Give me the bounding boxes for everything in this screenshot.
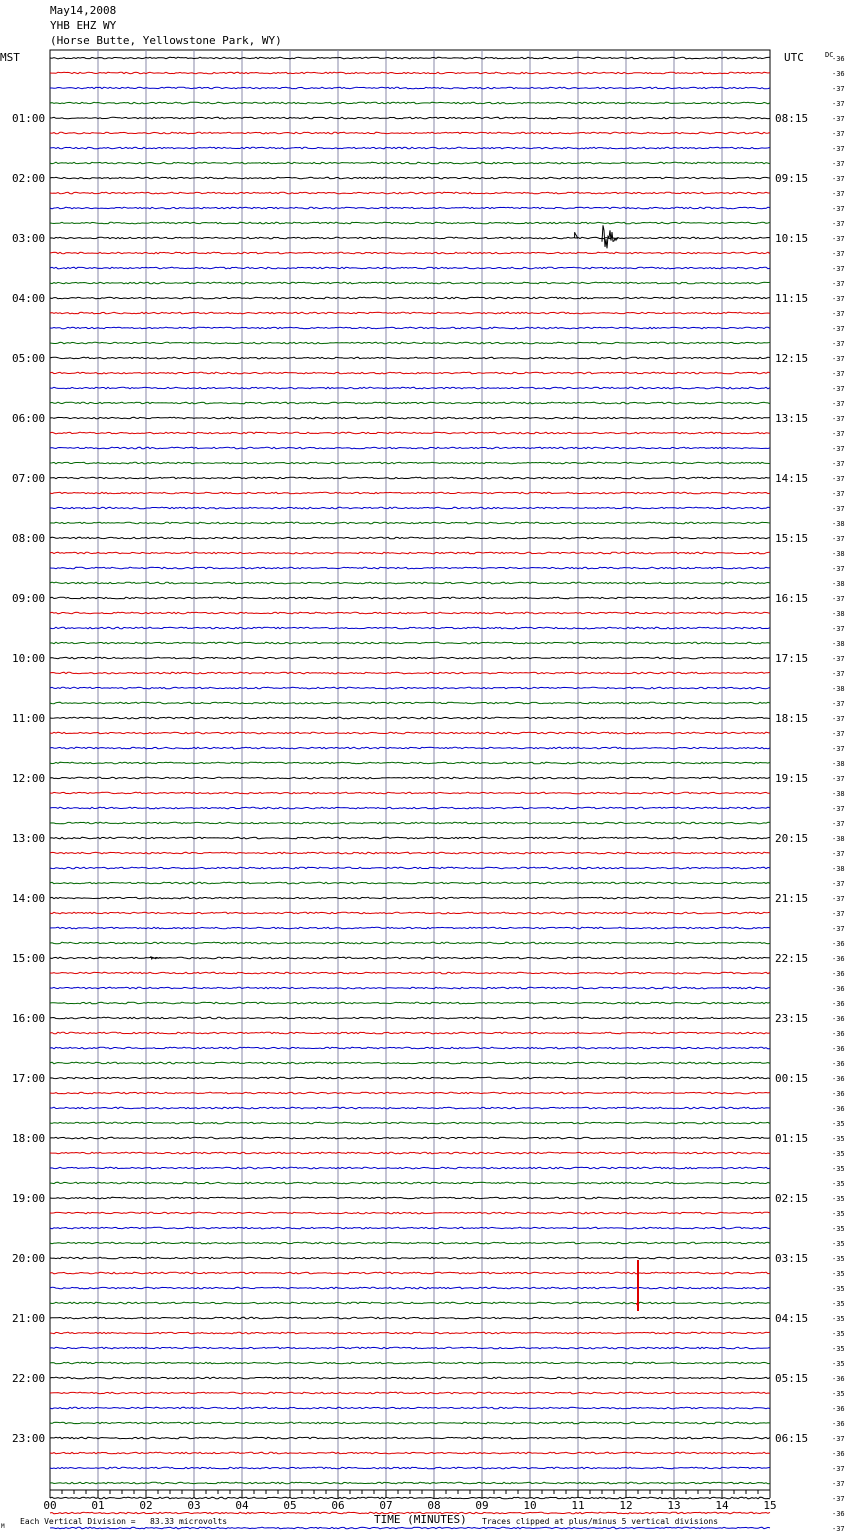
dc-offset-label: -37 [832, 205, 845, 213]
dc-offset-label: -35 [832, 1360, 845, 1368]
trace-line [50, 267, 770, 269]
trace-line [50, 1032, 770, 1034]
right-hour-label: 18:15 [775, 712, 809, 725]
trace-line [50, 192, 770, 194]
dc-offset-label: -35 [832, 1150, 845, 1158]
left-hour-label: 23:00 [12, 1432, 46, 1445]
x-tick-label: 04 [235, 1499, 249, 1512]
right-hour-label: 01:15 [775, 1132, 809, 1145]
dc-offset-label: -37 [832, 625, 845, 633]
right-hour-label: 00:15 [775, 1072, 809, 1085]
left-hour-label: 04:00 [12, 292, 46, 305]
dc-offset-label: -36 [832, 70, 845, 78]
dc-offset-label: -36 [832, 55, 845, 63]
dc-offset-label: -35 [832, 1315, 845, 1323]
trace-line [50, 882, 770, 884]
trace-line [50, 1212, 770, 1214]
seismic-event [151, 956, 163, 959]
dc-offset-label: -37 [832, 145, 845, 153]
dc-offset-label: -37 [832, 265, 845, 273]
left-hour-label: 01:00 [12, 112, 46, 125]
left-hour-label: 18:00 [12, 1132, 46, 1145]
left-hour-label: 03:00 [12, 232, 46, 245]
trace-line [50, 102, 770, 104]
trace-line [50, 567, 770, 569]
dc-offset-label: -36 [832, 1450, 845, 1458]
dc-offset-label: -37 [832, 415, 845, 423]
dc-offset-label: -35 [832, 1180, 845, 1188]
dc-offset-label: -35 [832, 1225, 845, 1233]
dc-offset-label: -38 [832, 550, 845, 558]
chart-location: (Horse Butte, Yellowstone Park, WY) [50, 34, 282, 47]
right-hour-label: 13:15 [775, 412, 809, 425]
trace-line [50, 1152, 770, 1154]
dc-offset-label: -38 [832, 760, 845, 768]
trace-line [50, 537, 770, 539]
right-hour-label: 05:15 [775, 1372, 809, 1385]
trace-line [50, 1182, 770, 1184]
trace-line [50, 252, 770, 254]
x-tick-label: 02 [139, 1499, 153, 1512]
trace-line [50, 552, 770, 554]
x-tick-label: 11 [571, 1499, 585, 1512]
trace-line [50, 357, 770, 359]
dc-offset-label: -35 [832, 1240, 845, 1248]
trace-line [50, 1062, 770, 1064]
dc-offset-label: -37 [832, 925, 845, 933]
trace-line [50, 852, 770, 854]
trace-line [50, 177, 770, 179]
dc-offset-label: -37 [832, 175, 845, 183]
trace-line [50, 987, 770, 989]
right-hour-label: 06:15 [775, 1432, 809, 1445]
dc-offset-label: -37 [832, 160, 845, 168]
dc-offset-label: -37 [832, 280, 845, 288]
right-hour-label: 21:15 [775, 892, 809, 905]
right-hour-label: 02:15 [775, 1192, 809, 1205]
dc-offset-label: -35 [832, 1390, 845, 1398]
trace-line [50, 132, 770, 134]
dc-offset-label: -38 [832, 610, 845, 618]
right-hour-label: 12:15 [775, 352, 809, 365]
dc-offset-label: -36 [832, 1045, 845, 1053]
trace-line [50, 1467, 770, 1469]
dc-offset-label: -37 [832, 355, 845, 363]
trace-line [50, 462, 770, 464]
dc-offset-label: -37 [832, 370, 845, 378]
trace-line [50, 792, 770, 794]
right-hour-label: 03:15 [775, 1252, 809, 1265]
trace-line [50, 747, 770, 749]
traces [50, 57, 770, 1534]
trace-line [50, 1047, 770, 1049]
trace-line [50, 1527, 770, 1529]
trace-line [50, 1332, 770, 1334]
left-hour-label: 05:00 [12, 352, 46, 365]
trace-line [50, 672, 770, 674]
trace-line [50, 942, 770, 944]
left-tz-label: MST [0, 51, 20, 64]
trace-line [50, 912, 770, 914]
trace-line [50, 1287, 770, 1289]
dc-offset-label: -35 [832, 1285, 845, 1293]
dc-offset-label: -36 [832, 1075, 845, 1083]
trace-line [50, 1362, 770, 1364]
dc-offset-label: -37 [832, 130, 845, 138]
dc-offset-label: -35 [832, 1270, 845, 1278]
dc-offset-label: -37 [832, 445, 845, 453]
trace-line [50, 282, 770, 284]
trace-line [50, 1377, 770, 1379]
right-hour-label: 08:15 [775, 112, 809, 125]
dc-offset-label: -35 [832, 1165, 845, 1173]
trace-line [50, 1137, 770, 1139]
dc-offset-label: -37 [832, 670, 845, 678]
dc-offset-label: -37 [832, 910, 845, 918]
trace-line [50, 312, 770, 314]
trace-line [50, 1452, 770, 1454]
trace-line [50, 642, 770, 644]
dc-offset-label: -36 [832, 1420, 845, 1428]
dc-offset-label: -37 [832, 880, 845, 888]
trace-line [50, 237, 770, 239]
left-hour-label: 10:00 [12, 652, 46, 665]
left-hour-label: 11:00 [12, 712, 46, 725]
dc-offset-label: -37 [832, 295, 845, 303]
x-tick-label: 13 [667, 1499, 681, 1512]
trace-line [50, 522, 770, 524]
chart-date: May14,2008 [50, 4, 117, 17]
dc-offset-label: -37 [832, 1480, 845, 1488]
dc-offset-label: -37 [832, 820, 845, 828]
dc-offset-label: -35 [832, 1135, 845, 1143]
dc-offset-label: -35 [832, 1300, 845, 1308]
x-tick-label: 03 [187, 1499, 201, 1512]
dc-offset-label: -37 [832, 565, 845, 573]
trace-line [50, 57, 770, 59]
left-hour-label: 16:00 [12, 1012, 46, 1025]
dc-offset-label: -37 [832, 745, 845, 753]
dc-offset-label: -36 [832, 940, 845, 948]
trace-line [50, 1437, 770, 1439]
dc-offset-label: -36 [832, 1375, 845, 1383]
dc-offset-label: -37 [832, 430, 845, 438]
trace-line [50, 777, 770, 779]
dc-offset-label: -35 [832, 1330, 845, 1338]
x-tick-label: 07 [379, 1499, 393, 1512]
x-axis-label: TIME (MINUTES) [374, 1513, 467, 1526]
dc-offset-label: -38 [832, 640, 845, 648]
x-tick-label: 14 [715, 1499, 729, 1512]
trace-line [50, 1257, 770, 1259]
trace-line [50, 837, 770, 839]
right-hour-label: 14:15 [775, 472, 809, 485]
dc-offset-label: -35 [832, 1210, 845, 1218]
trace-line [50, 447, 770, 449]
dc-offset-label: -38 [832, 580, 845, 588]
trace-line [50, 87, 770, 89]
dc-offset-label: -37 [832, 85, 845, 93]
trace-line [50, 702, 770, 704]
dc-offset-label: -37 [832, 190, 845, 198]
trace-line [50, 1002, 770, 1004]
dc-offset-label: -37 [832, 490, 845, 498]
trace-line [50, 1302, 770, 1304]
trace-line [50, 717, 770, 719]
dc-offset-label: -38 [832, 685, 845, 693]
dc-offset-label: -36 [832, 1015, 845, 1023]
dc-offset-label: -36 [832, 1405, 845, 1413]
trace-line [50, 432, 770, 434]
right-hour-label: 11:15 [775, 292, 809, 305]
trace-line [50, 1272, 770, 1274]
left-hour-label: 21:00 [12, 1312, 46, 1325]
trace-line [50, 657, 770, 659]
dc-offset-label: -37 [832, 805, 845, 813]
dc-offset-label: -36 [832, 1000, 845, 1008]
trace-line [50, 762, 770, 764]
x-tick-label: 01 [91, 1499, 105, 1512]
right-hour-label: 19:15 [775, 772, 809, 785]
dc-offset-label: -37 [832, 730, 845, 738]
dc-offset-label: -37 [832, 715, 845, 723]
trace-line [50, 972, 770, 974]
dc-offset-label: -37 [832, 850, 845, 858]
right-hour-label: 10:15 [775, 232, 809, 245]
trace-line [50, 477, 770, 479]
dc-header-label: DC [825, 51, 834, 59]
dc-offset-label: -36 [832, 1105, 845, 1113]
trace-line [50, 1392, 770, 1394]
dc-offset-label: -37 [832, 535, 845, 543]
trace-line [50, 582, 770, 584]
trace-line [50, 1497, 770, 1499]
x-tick-label: 08 [427, 1499, 441, 1512]
trace-line [50, 1167, 770, 1169]
left-hour-label: 12:00 [12, 772, 46, 785]
right-hour-label: 16:15 [775, 592, 809, 605]
clip-note: Traces clipped at plus/minus 5 vertical divisions [482, 1517, 719, 1526]
right-hour-label: 17:15 [775, 652, 809, 665]
left-hour-label: 08:00 [12, 532, 46, 545]
trace-line [50, 1482, 770, 1484]
right-hour-label: 04:15 [775, 1312, 809, 1325]
right-hour-label: 20:15 [775, 832, 809, 845]
right-hour-label: 23:15 [775, 1012, 809, 1025]
trace-line [50, 162, 770, 164]
dc-offset-label: -37 [832, 655, 845, 663]
trace-line [50, 822, 770, 824]
dc-offset-label: -37 [832, 400, 845, 408]
trace-line [50, 612, 770, 614]
x-tick-label: 06 [331, 1499, 345, 1512]
x-tick-label: 09 [475, 1499, 489, 1512]
x-tick-label: 12 [619, 1499, 633, 1512]
dc-offset-label: -38 [832, 520, 845, 528]
dc-offset-label: -37 [832, 475, 845, 483]
trace-line [50, 147, 770, 149]
left-hour-label: 15:00 [12, 952, 46, 965]
trace-line [50, 342, 770, 344]
trace-line [50, 417, 770, 419]
dc-offset-label: -37 [832, 1525, 845, 1533]
trace-line [50, 1077, 770, 1079]
trace-line [50, 897, 770, 899]
trace-line [50, 327, 770, 329]
trace-line [50, 927, 770, 929]
trace-line [50, 117, 770, 119]
dc-offset-label: -36 [832, 970, 845, 978]
dc-offset-label: -36 [832, 1510, 845, 1518]
trace-line [50, 1122, 770, 1124]
scale-note: Each Vertical Division = 83.33 microvolts [20, 1517, 228, 1526]
dc-offset-label: -37 [832, 895, 845, 903]
trace-line [50, 1407, 770, 1409]
dc-offset-label: -36 [832, 1030, 845, 1038]
dc-offset-label: -37 [832, 220, 845, 228]
dc-offset-label: -38 [832, 790, 845, 798]
left-hour-label: 02:00 [12, 172, 46, 185]
dc-offset-label: -36 [832, 955, 845, 963]
left-hour-label: 13:00 [12, 832, 46, 845]
trace-line [50, 867, 770, 869]
trace-line [50, 1422, 770, 1424]
right-hour-label: 15:15 [775, 532, 809, 545]
x-tick-label: 05 [283, 1499, 297, 1512]
trace-line [50, 1347, 770, 1349]
plot-frame [50, 50, 770, 1490]
dc-offset-label: -38 [832, 835, 845, 843]
right-hour-label: 22:15 [775, 952, 809, 965]
corner-mark: M [1, 1523, 5, 1530]
left-hour-label: 19:00 [12, 1192, 46, 1205]
trace-line [50, 297, 770, 299]
right-hour-label: 09:15 [775, 172, 809, 185]
trace-line [50, 402, 770, 404]
trace-line [50, 1092, 770, 1094]
dc-offset-label: -37 [832, 310, 845, 318]
trace-line [50, 1017, 770, 1019]
trace-line [50, 372, 770, 374]
trace-line [50, 627, 770, 629]
x-tick-label: 10 [523, 1499, 537, 1512]
x-tick-label: 15 [763, 1499, 777, 1512]
dc-offset-label: -35 [832, 1345, 845, 1353]
trace-line [50, 1227, 770, 1229]
dc-offset-label: -37 [832, 100, 845, 108]
trace-line [50, 72, 770, 74]
dc-offset-label: -36 [832, 1090, 845, 1098]
dc-offset-label: -37 [832, 1435, 845, 1443]
trace-line [50, 687, 770, 689]
dc-offset-label: -35 [832, 1120, 845, 1128]
labels [12, 55, 845, 1534]
dc-offset-label: -37 [832, 460, 845, 468]
dc-offset-label: -37 [832, 595, 845, 603]
chart-station: YHB EHZ WY [50, 19, 117, 32]
right-tz-label: UTC [784, 51, 804, 64]
trace-line [50, 597, 770, 599]
dc-offset-label: -37 [832, 340, 845, 348]
trace-line [50, 1317, 770, 1319]
dc-offset-label: -37 [832, 775, 845, 783]
left-hour-label: 06:00 [12, 412, 46, 425]
trace-line [50, 1107, 770, 1109]
dc-offset-label: -37 [832, 250, 845, 258]
dc-offset-label: -36 [832, 985, 845, 993]
left-hour-label: 14:00 [12, 892, 46, 905]
dc-offset-label: -35 [832, 1195, 845, 1203]
trace-line [50, 732, 770, 734]
dc-offset-label: -37 [832, 1495, 845, 1503]
trace-line [50, 1197, 770, 1199]
x-tick-label: 00 [43, 1499, 57, 1512]
left-hour-label: 07:00 [12, 472, 46, 485]
trace-line [50, 207, 770, 209]
trace-line [50, 807, 770, 809]
seismic-event [602, 225, 618, 248]
trace-line [50, 1242, 770, 1244]
left-hour-label: 22:00 [12, 1372, 46, 1385]
dc-offset-label: -37 [832, 115, 845, 123]
dc-offset-label: -37 [832, 700, 845, 708]
dc-offset-label: -38 [832, 865, 845, 873]
dc-offset-label: -37 [832, 385, 845, 393]
dc-offset-label: -37 [832, 1465, 845, 1473]
trace-line [50, 222, 770, 224]
left-hour-label: 20:00 [12, 1252, 46, 1265]
trace-line [50, 387, 770, 389]
left-hour-label: 09:00 [12, 592, 46, 605]
left-hour-label: 17:00 [12, 1072, 46, 1085]
dc-offset-label: -37 [832, 325, 845, 333]
dc-offset-label: -37 [832, 505, 845, 513]
dc-offset-label: -35 [832, 1255, 845, 1263]
dc-offset-label: -37 [832, 235, 845, 243]
dc-offset-label: -36 [832, 1060, 845, 1068]
trace-line [50, 492, 770, 494]
trace-line [50, 507, 770, 509]
